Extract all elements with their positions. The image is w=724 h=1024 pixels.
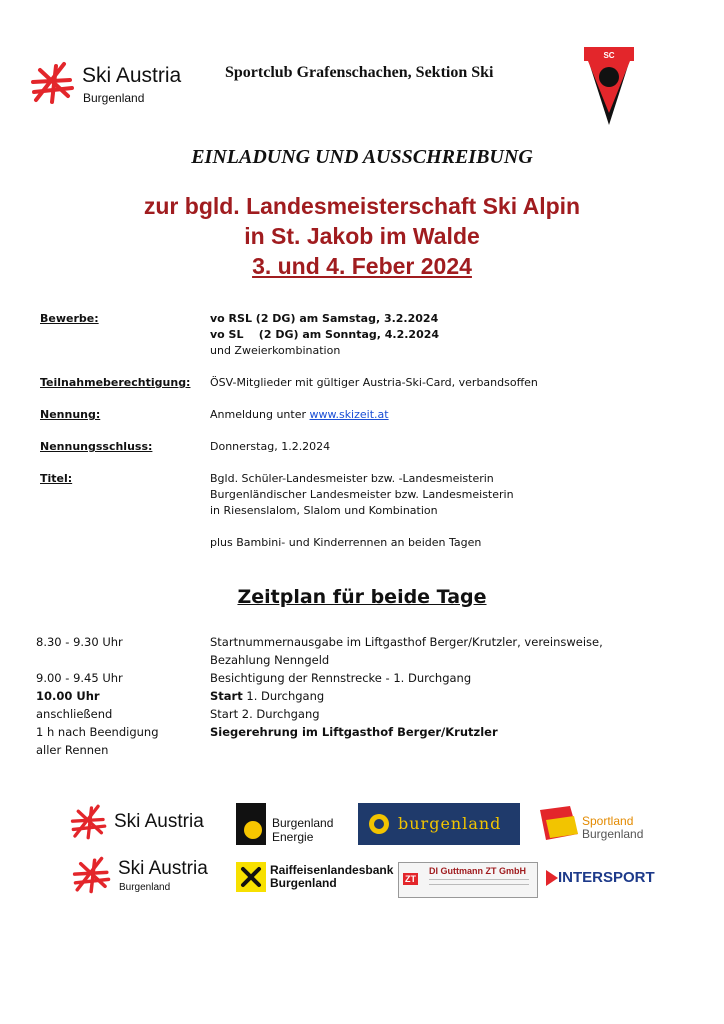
sponsor-intersport	[546, 868, 666, 890]
schedule-time: anschließend	[36, 707, 113, 721]
titel-line3: in Riesenslalom, Slalom und Kombination	[210, 504, 438, 517]
sponsor-burgenland-energie	[236, 803, 348, 847]
sponsor-guttmann-badge: ZT	[405, 874, 416, 884]
info-row-nennung	[40, 407, 690, 423]
sponsor-burgenland-energie-1: Burgenland	[272, 816, 334, 830]
label-nennung: Nennung:	[40, 408, 101, 421]
sponsor-burgenland-tourism-text: burgenland	[398, 814, 502, 833]
burgenland-energie-icon	[236, 803, 266, 845]
schedule-desc-bold: Start	[210, 689, 243, 703]
schedule-row	[36, 723, 696, 759]
schedule-row	[36, 669, 696, 687]
sponsor-sportland-2: Burgenland	[582, 827, 644, 841]
bewerbe-sl: vo SL (2 DG) am Sonntag, 4.2.2024	[210, 328, 440, 341]
label-schluss: Nennungsschluss:	[40, 440, 153, 453]
sponsor-intersport-text: INTERSPORT	[558, 869, 655, 886]
schedule-row	[36, 705, 696, 723]
sponsor-ski-austria-text: Ski Austria	[114, 811, 204, 832]
bewerbe-kombi: und Zweierkombination	[210, 344, 341, 357]
schedule-desc: Siegerehrung im Liftgasthof Berger/Krutzler	[210, 725, 498, 739]
label-titel: Titel:	[40, 472, 73, 485]
ski-austria-star-icon	[70, 802, 108, 842]
info-row-titel	[40, 471, 690, 551]
ski-austria-star-icon	[30, 60, 76, 106]
invitation-heading: EINLADUNG UND AUSSCHREIBUNG	[191, 146, 533, 168]
schluss-value: Donnerstag, 1.2.2024	[210, 440, 331, 453]
sponsor-raiffeisen	[236, 862, 396, 894]
titel-line2: Burgenländischer Landesmeister bzw. Landesmeisterin	[210, 488, 514, 501]
schedule-time: aller Rennen	[36, 743, 109, 757]
teilnahme-value: ÖSV-Mitglieder mit gültiger Austria-Ski-Card, verbandsoffen	[210, 376, 538, 389]
event-date: 3. und 4. Feber 2024	[252, 253, 472, 279]
schedule-heading: Zeitplan für beide Tage	[237, 586, 487, 608]
sponsor-ski-austria-bgld-text: Ski Austria	[118, 858, 208, 879]
titel-extra: plus Bambini- und Kinderrennen an beiden Tagen	[210, 536, 482, 549]
schedule	[36, 633, 696, 759]
event-title-line1: zur bgld. Landesmeisterschaft Ski Alpin	[143, 193, 581, 219]
schedule-row	[36, 633, 696, 669]
raiffeisen-icon	[236, 862, 266, 892]
club-pennant-icon	[584, 47, 634, 125]
bewerbe-rsl: vo RSL (2 DG) am Samstag, 3.2.2024	[210, 312, 439, 325]
ski-austria-region: Burgenland	[83, 91, 145, 105]
ski-austria-star-icon	[72, 855, 112, 895]
ski-austria-logo	[30, 60, 220, 110]
club-name: Sportclub Grafenschachen, Sektion Ski	[225, 64, 494, 81]
schedule-desc: Startnummernausgabe im Liftgasthof Berger/Krutzler, vereinsweise,	[210, 635, 603, 649]
info-row-teilnahme	[40, 375, 690, 391]
intersport-arrow-icon	[546, 870, 558, 886]
sportland-flag-icon	[540, 806, 578, 842]
label-bewerbe: Bewerbe:	[40, 312, 99, 325]
schedule-row	[36, 687, 696, 705]
schedule-time: 9.00 - 9.45 Uhr	[36, 671, 123, 685]
titel-line1: Bgld. Schüler-Landesmeister bzw. -Landesmeisterin	[210, 472, 494, 485]
schedule-time: 8.30 - 9.30 Uhr	[36, 635, 123, 649]
info-row-schluss	[40, 439, 690, 455]
event-info	[40, 311, 690, 551]
sponsor-ski-austria	[70, 802, 220, 844]
schedule-desc: 1. Durchgang	[242, 689, 325, 703]
schedule-desc: Bezahlung Nenngeld	[210, 653, 330, 667]
sponsor-burgenland-energie-2: Energie	[272, 830, 314, 844]
info-row-bewerbe	[40, 311, 690, 359]
sponsor-raiffeisen-2: Burgenland	[270, 876, 337, 890]
sponsor-guttmann	[398, 862, 538, 898]
skizeit-link[interactable]: www.skizeit.at	[309, 408, 389, 421]
schedule-time: 1 h nach Beendigung	[36, 725, 159, 739]
schedule-desc: Start 2. Durchgang	[210, 707, 320, 721]
event-title	[0, 191, 724, 281]
sponsor-sportland	[540, 804, 660, 846]
sponsor-ski-austria-bgld-region: Burgenland	[119, 882, 171, 893]
nennung-prefix: Anmeldung unter	[210, 408, 310, 421]
sponsor-ski-austria-burgenland	[72, 855, 232, 897]
schedule-desc: Besichtigung der Rennstrecke - 1. Durchgang	[210, 671, 472, 685]
sponsor-burgenland-tourism	[358, 803, 520, 845]
event-title-line2: in St. Jakob im Walde	[244, 223, 480, 249]
sponsor-guttmann-text: DI Guttmann ZT GmbH	[429, 866, 526, 876]
label-teilnahme: Teilnahmeberechtigung:	[40, 376, 191, 389]
sun-icon	[368, 813, 390, 835]
pennant-text: SC	[603, 51, 615, 60]
ski-austria-brand: Ski Austria	[82, 64, 182, 87]
schedule-time: 10.00 Uhr	[36, 689, 100, 703]
sponsor-sportland-1: Sportland	[582, 814, 634, 828]
sponsor-raiffeisen-1: Raiffeisenlandesbank	[270, 863, 394, 877]
